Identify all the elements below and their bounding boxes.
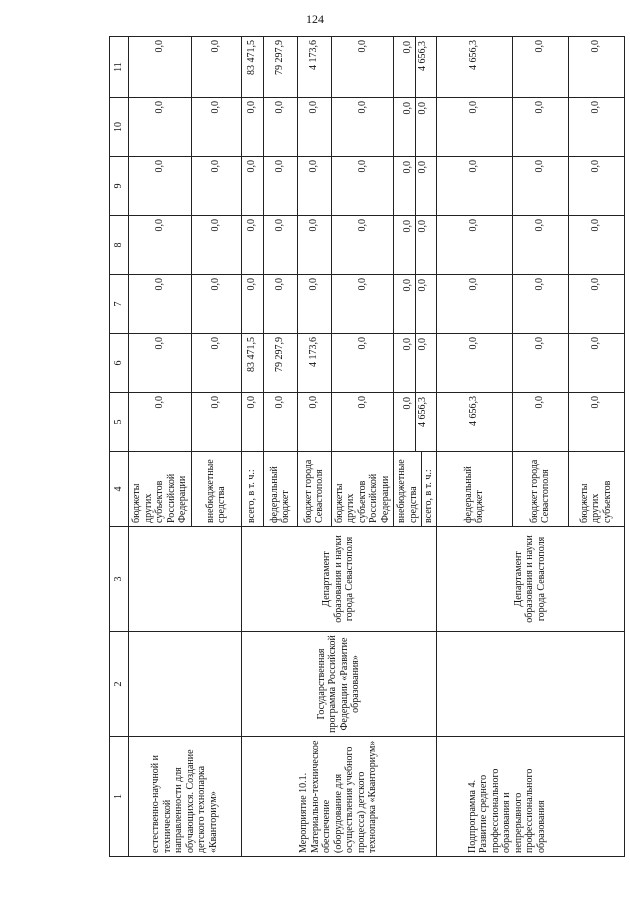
value-upper: 0,0 — [400, 98, 417, 156]
source-label: всего, в т. ч.: — [241, 452, 263, 527]
header-cell: 8 — [110, 216, 129, 275]
header-cell: 1 — [110, 737, 129, 857]
value-cell: 0,0 — [568, 393, 624, 452]
header-cell: 6 — [110, 334, 129, 393]
rotated-table-wrapper — [109, 37, 613, 857]
source-label: бюджет города Севастополя — [297, 452, 331, 527]
header-cell: 10 — [110, 98, 129, 157]
source-label-upper: внебюджетные средства — [394, 452, 422, 526]
value-cell: 83 471,5 — [241, 37, 263, 98]
value-cell: 0,0 — [512, 157, 568, 216]
value-lower: 0,0 — [417, 338, 429, 351]
value-cell: 0,0 — [129, 98, 192, 157]
source-label: бюджеты других субъектов — [568, 452, 624, 527]
group2-program: Государственная программа Российской Федерации «Развитие образования» — [241, 632, 436, 737]
value-lower: 0,0 — [417, 220, 429, 233]
value-cell: 4 173,6 — [297, 334, 331, 393]
value-cell-split — [394, 393, 437, 452]
group1-program — [129, 632, 242, 737]
header-cell: 7 — [110, 275, 129, 334]
value-cell: 83 471,5 — [241, 334, 263, 393]
value-cell: 0,0 — [191, 157, 241, 216]
value-cell: 0,0 — [297, 157, 331, 216]
value-cell: 0,0 — [436, 157, 512, 216]
value-cell: 0,0 — [297, 98, 331, 157]
value-cell: 0,0 — [331, 275, 394, 334]
value-cell: 0,0 — [297, 275, 331, 334]
value-cell-split — [394, 98, 437, 157]
value-cell: 0,0 — [263, 275, 297, 334]
source-label: внебюджетные средства — [191, 452, 241, 527]
value-cell: 0,0 — [512, 393, 568, 452]
value-cell: 0,0 — [241, 216, 263, 275]
value-cell: 0,0 — [568, 275, 624, 334]
group3-name: Подпрограмма 4. Развитие среднего профессионального образования и непрерывного профессионального образования — [436, 737, 624, 857]
value-cell: 4 656,3 — [436, 393, 512, 452]
value-cell: 0,0 — [512, 37, 568, 98]
header-cell: 2 — [110, 632, 129, 737]
value-cell: 0,0 — [263, 98, 297, 157]
value-cell: 0,0 — [568, 157, 624, 216]
header-cell: 11 — [110, 37, 129, 98]
value-cell: 0,0 — [331, 98, 394, 157]
source-label: бюджет города Севастополя — [512, 452, 568, 527]
value-cell: 0,0 — [568, 37, 624, 98]
source-label: бюджеты других субъектов Российской Федерации — [129, 452, 192, 527]
value-cell: 0,0 — [129, 37, 192, 98]
value-cell: 0,0 — [512, 216, 568, 275]
value-cell: 4 656,3 — [436, 37, 512, 98]
value-cell: 0,0 — [241, 98, 263, 157]
value-cell: 0,0 — [191, 98, 241, 157]
budget-table — [109, 36, 625, 857]
value-lower: 0,0 — [417, 102, 429, 115]
value-cell-split — [394, 216, 437, 275]
value-cell-split — [394, 157, 437, 216]
value-cell: 0,0 — [568, 334, 624, 393]
value-cell: 0,0 — [263, 393, 297, 452]
source-label: федеральный бюджет — [263, 452, 297, 527]
value-cell: 0,0 — [331, 216, 394, 275]
value-cell: 0,0 — [512, 334, 568, 393]
value-cell: 0,0 — [263, 157, 297, 216]
header-cell: 3 — [110, 527, 129, 632]
value-cell: 79 297,9 — [263, 334, 297, 393]
value-cell: 0,0 — [191, 393, 241, 452]
value-cell: 0,0 — [129, 393, 192, 452]
value-cell-split — [394, 37, 437, 98]
value-cell: 0,0 — [331, 37, 394, 98]
value-upper: 0,0 — [400, 157, 417, 215]
value-cell: 0,0 — [568, 216, 624, 275]
source-label-lower: всего, в т. ч.: — [423, 469, 434, 523]
source-label: бюджеты других субъектов Российской Федерации — [331, 452, 394, 527]
value-cell: 0,0 — [129, 216, 192, 275]
value-cell: 0,0 — [331, 334, 394, 393]
value-cell-split — [394, 334, 437, 393]
value-cell: 0,0 — [436, 216, 512, 275]
group1-name: естественно-научной и технической направленности для обучающихся. Создание детского технопарка «Кванториум» — [129, 737, 242, 857]
value-cell: 0,0 — [129, 275, 192, 334]
value-lower: 0,0 — [417, 279, 429, 292]
value-cell: 0,0 — [129, 334, 192, 393]
value-lower: 0,0 — [417, 161, 429, 174]
header-cell: 4 — [110, 452, 129, 527]
value-cell: 0,0 — [297, 393, 331, 452]
source-label — [394, 452, 437, 527]
header-cell: 5 — [110, 393, 129, 452]
value-cell: 0,0 — [263, 216, 297, 275]
value-cell: 0,0 — [191, 216, 241, 275]
table-row — [129, 37, 192, 857]
value-cell: 0,0 — [191, 275, 241, 334]
table-row — [241, 37, 263, 857]
value-cell: 0,0 — [436, 98, 512, 157]
value-upper: 0,0 — [400, 37, 417, 97]
value-upper: 0,0 — [400, 393, 417, 451]
group1-executor — [129, 527, 242, 632]
value-cell: 0,0 — [568, 98, 624, 157]
value-cell: 0,0 — [297, 216, 331, 275]
group3-program — [436, 632, 624, 737]
source-label: федеральный бюджет — [436, 452, 512, 527]
value-upper: 0,0 — [400, 216, 417, 274]
header-row — [110, 37, 129, 857]
value-cell: 0,0 — [331, 157, 394, 216]
value-cell: 0,0 — [241, 157, 263, 216]
value-lower: 4 656,3 — [417, 397, 429, 427]
header-cell: 9 — [110, 157, 129, 216]
value-upper: 0,0 — [400, 275, 417, 333]
group2-executor: Департамент образования и науки города Севастополя — [241, 527, 436, 632]
value-upper: 0,0 — [400, 334, 417, 392]
value-cell: 0,0 — [191, 334, 241, 393]
page-number: 124 — [306, 12, 324, 26]
value-lower: 4 656,3 — [417, 41, 429, 71]
group2-name: Мероприятие 10.1. Материально-техническое обеспечение (оборудование для осуществления учебного процесса) детского технопарка «Кванториум» — [241, 737, 436, 857]
table-row — [436, 37, 512, 857]
value-cell: 0,0 — [241, 393, 263, 452]
value-cell: 0,0 — [129, 157, 192, 216]
value-cell: 0,0 — [191, 37, 241, 98]
value-cell: 0,0 — [331, 393, 394, 452]
value-cell: 0,0 — [512, 98, 568, 157]
value-cell: 79 297,9 — [263, 37, 297, 98]
value-cell: 0,0 — [436, 275, 512, 334]
value-cell-split — [394, 275, 437, 334]
group3-executor: Департамент образования и науки города Севастополя — [436, 527, 624, 632]
value-cell: 0,0 — [512, 275, 568, 334]
value-cell: 0,0 — [436, 334, 512, 393]
value-cell: 0,0 — [241, 275, 263, 334]
value-cell: 4 173,6 — [297, 37, 331, 98]
